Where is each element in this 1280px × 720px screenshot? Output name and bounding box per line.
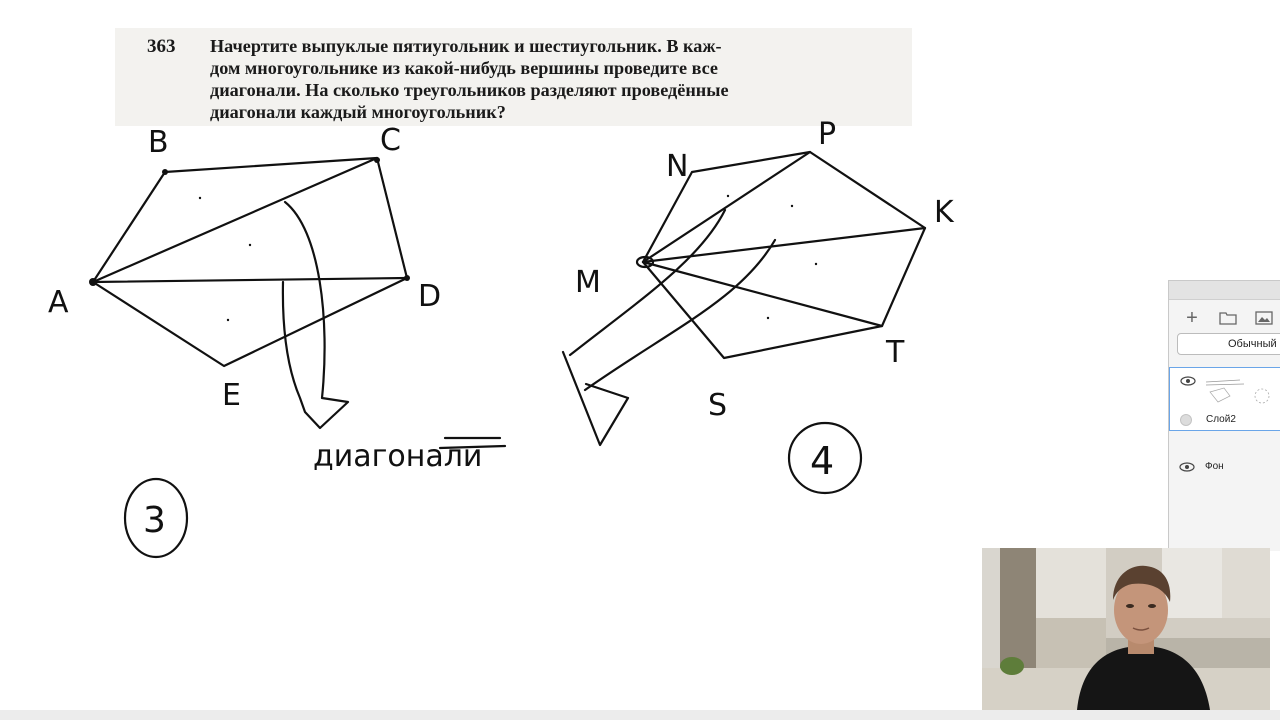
problem-line: дом многоугольнике из какой-нибудь вершины проведите все — [210, 58, 719, 78]
layer-thumbnail — [1200, 374, 1278, 408]
label-n: N — [666, 149, 689, 184]
problem-line: диагонали каждый многоугольник? — [210, 102, 506, 122]
webcam-video — [982, 548, 1270, 710]
pointer-arrow — [283, 202, 348, 428]
note-diagonals: диагонали — [313, 439, 483, 474]
layers-panel — [1168, 280, 1280, 551]
problem-line: Начертите выпуклые пятиугольник и шестиугольник. В каж- — [210, 36, 722, 56]
hexagon-diagonal-mt — [643, 262, 882, 326]
svg-text:4: 4 — [810, 439, 835, 483]
eye-icon[interactable] — [1179, 462, 1195, 472]
pentagon-drawing — [89, 157, 410, 428]
vertex-a — [89, 278, 97, 286]
hexagon-drawing — [563, 152, 925, 445]
problem-line: диагонали. На сколько треугольников разделяют проведённые — [210, 80, 729, 100]
blend-mode-select[interactable]: Обычный — [1177, 333, 1280, 355]
panel-toolbar — [1169, 300, 1280, 336]
pentagon-diagonal-ad — [93, 278, 407, 282]
label-t: T — [886, 335, 905, 370]
svg-text:3: 3 — [143, 500, 166, 541]
layer-name: Слой2 — [1206, 414, 1236, 425]
layer-row[interactable] — [1169, 447, 1280, 483]
problem-number: 363 — [147, 36, 176, 57]
label-e: E — [222, 378, 241, 413]
folder-icon[interactable] — [1217, 307, 1239, 329]
label-a: A — [48, 285, 69, 320]
label-p: P — [818, 117, 837, 152]
bottom-strip — [0, 710, 1280, 720]
plus-icon[interactable]: + — [1186, 306, 1198, 329]
webcam-frame — [982, 548, 1270, 710]
answer-hexagon — [789, 423, 861, 493]
image-icon[interactable] — [1253, 307, 1275, 329]
pentagon-diagonal-ac — [93, 158, 377, 282]
vertex-d — [404, 275, 410, 281]
panel-titlebar[interactable] — [1169, 281, 1280, 300]
hexagon-labels — [575, 117, 955, 423]
label-c: C — [380, 123, 401, 158]
layer-radio[interactable] — [1180, 414, 1192, 426]
answer-pentagon — [125, 479, 187, 557]
label-b: B — [148, 125, 169, 160]
vertex-b — [162, 169, 168, 175]
label-s: S — [708, 388, 728, 423]
layer-row-selected[interactable] — [1169, 367, 1280, 431]
layer-name: Фон — [1205, 461, 1224, 472]
label-k: K — [934, 195, 954, 230]
eye-icon[interactable] — [1180, 376, 1196, 386]
label-m: M — [575, 265, 601, 300]
label-d: D — [418, 279, 442, 314]
